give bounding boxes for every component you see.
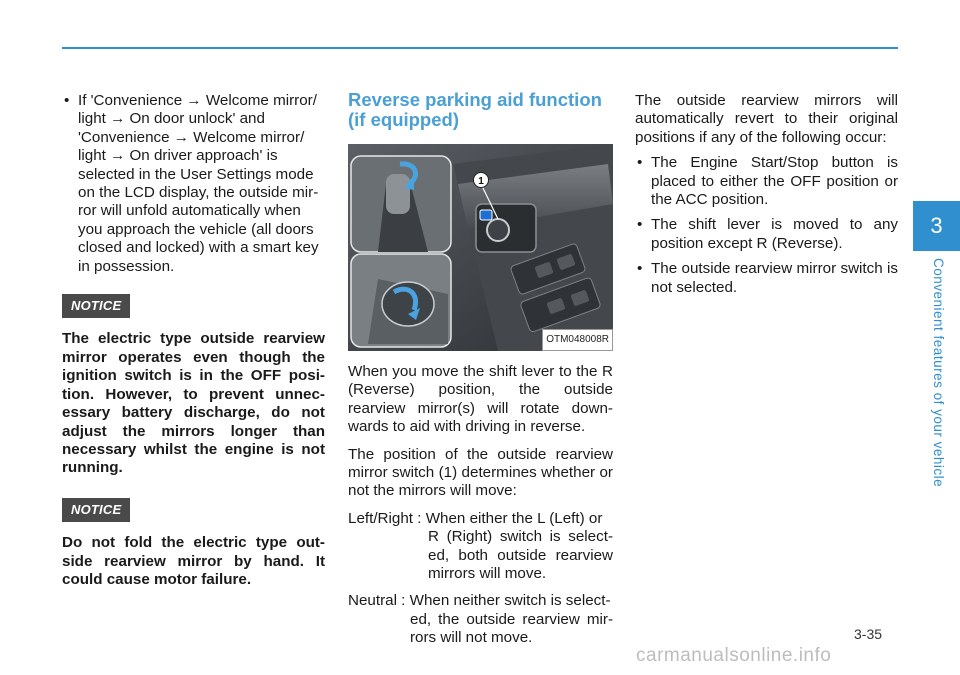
bullet-line: light → On driver approach' is <box>78 147 278 165</box>
paragraph-shift-reverse: When you move the shift lever to the R (Reverse) position, the outside rearview mirror(s) will rotate down-wards to aid with driving in reverse. <box>348 363 613 436</box>
definition-text: When either the L (Left) or <box>425 509 603 527</box>
definition-left-right <box>348 510 613 584</box>
notice-badge: NOTICE <box>62 294 130 318</box>
mirror-switch-knob <box>487 219 509 241</box>
bullet-line: 'Convenience → Welcome mirror/ <box>78 128 305 146</box>
callout-number: 1 <box>478 176 484 187</box>
notice-text-2: Do not fold the electric type out-side rearview mirror by hand. It could cause motor failure. <box>62 534 325 588</box>
definition-neutral <box>348 592 613 647</box>
notice-badge: NOTICE <box>62 498 130 522</box>
bullet-line: selected in the User Settings mode <box>78 165 314 183</box>
revert-bullet: • The outside rearview mirror switch is not selected. <box>635 260 898 297</box>
chapter-tab <box>913 201 960 251</box>
bullet-line: • If 'Convenience → Welcome mirror/ <box>78 92 317 109</box>
revert-bullet: • The Engine Start/Stop button is placed to either the OFF position or the ACC position. <box>635 154 898 209</box>
left-right-selector <box>480 210 492 220</box>
definition-text: When neither switch is select- <box>409 592 611 610</box>
header-rule <box>62 47 898 49</box>
column-right <box>635 92 898 297</box>
notice-badge-1-wrap <box>62 294 325 318</box>
definition-term: Neutral : <box>348 592 406 610</box>
column-left <box>62 92 325 589</box>
door-panel-illustration <box>348 144 613 351</box>
revert-intro: The outside rearview mirrors will automatically revert to their original positions if any of the following occur: <box>635 92 898 146</box>
notice-text-1: The electric type outside rearview mirror operates even though the ignition switch is in the OFF posi-tion. However, to prevent unnec-essary battery discharge, do not adjust the mirrors longer than necessary whilst the engine is not running. <box>62 330 325 477</box>
section-title <box>348 90 613 130</box>
mirror-switch-photo <box>348 144 613 351</box>
welcome-mirror-bullet <box>62 92 325 276</box>
page-number: 3-35 <box>854 626 883 642</box>
bullet-line: in possession. <box>78 257 175 275</box>
definition-text-continued: ed, the outside rearview mir-rors will not move. <box>410 610 613 647</box>
bullet-line: ror will unfold automatically when <box>78 202 301 220</box>
chapter-title: Convenient features of your vehicle <box>931 258 946 488</box>
section-title-line: Reverse parking aid function <box>348 89 602 110</box>
section-title-line: (if equipped) <box>348 109 459 130</box>
bullet-line: closed and locked) with a smart key <box>78 239 319 257</box>
bullet-line: you approach the vehicle (all doors <box>78 220 314 238</box>
notice-badge-2-wrap <box>62 498 325 522</box>
watermark: carmanualsonline.info <box>636 645 832 666</box>
definition-text-continued: R (Right) switch is select-ed, both outside rearview mirrors will move. <box>428 528 613 583</box>
definition-term: Left/Right : <box>348 509 422 527</box>
bullet-line: light → On door unlock' and <box>78 110 265 128</box>
chapter-number: 3 <box>930 213 943 238</box>
paragraph-switch-position: The position of the outside rearview mirror switch (1) determines whether or not the mirrors will move: <box>348 445 613 500</box>
column-middle <box>348 90 613 648</box>
bullet-line: on the LCD display, the outside mir- <box>78 184 319 202</box>
revert-bullet: • The shift lever is moved to any position except R (Reverse). <box>635 216 898 253</box>
image-reference-code: OTM048008R <box>542 329 613 351</box>
